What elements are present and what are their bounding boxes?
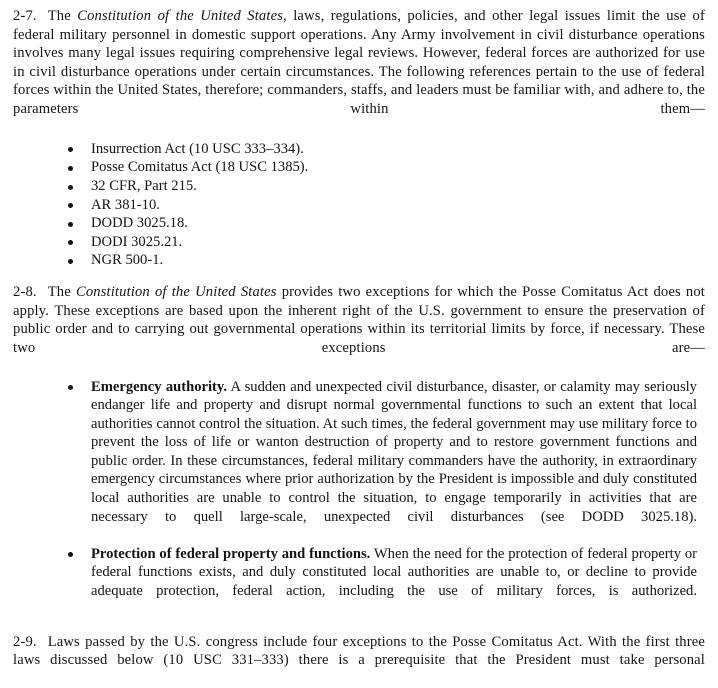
paragraph-2-9-text: Laws passed by the U.S. congress include four exceptions to the Posse Comitatus Act. With the first three laws discussed below (10 USC 331–333) there is a prerequisite that the President must take personal	[13, 633, 705, 669]
bullet-dot-icon	[68, 385, 73, 390]
reference-label: Insurrection Act (10 USC 333–334).	[91, 140, 304, 157]
reference-label: AR 381-10.	[91, 196, 160, 213]
paragraph-2-7	[13, 7, 705, 137]
reference-label: DODD 3025.18.	[91, 215, 188, 232]
paragraph-2-8-number: 2-8.	[13, 283, 37, 300]
paragraph-2-7-text-lead: The	[47, 8, 78, 24]
bullet-dot-icon	[68, 147, 73, 152]
paragraph-2-8	[13, 283, 705, 376]
reference-label: 32 CFR, Part 215.	[91, 178, 197, 195]
bullet-dot-icon	[68, 166, 73, 171]
paragraph-2-9	[13, 633, 705, 688]
exception-body: A sudden and unexpected civil disturbance, disaster, or calamity may seriously endanger life and property and disrupt normal governmental functions to such an extent that local authorities cannot control the situation. At such times, the federal government may use military force to prevent the loss of life or wanton destruction of property and to restore government functions and public order. In these circumstances, federal military commanders have the authority, in extraordinary emergency circumstances where prior authorization by the President is impossible and duly constituted local authorities are unable to control the situation, to engage temporarily in activities that are necessary to quell large-scale, unexpected civil disturbances (see DODD 3025.18).	[91, 378, 697, 525]
paragraph-2-7-number: 2-7.	[13, 8, 37, 24]
paragraph-2-9-number: 2-9.	[13, 633, 37, 650]
bullet-dot-icon	[68, 259, 73, 264]
list-item	[13, 214, 705, 233]
constitution-title-italic: Constitution of the United States	[77, 8, 284, 24]
page-content	[13, 7, 705, 688]
reference-label: NGR 500-1.	[91, 252, 164, 269]
list-item	[13, 196, 705, 215]
exception-lead-in: Emergency authority.	[91, 378, 228, 395]
bullet-dot-icon	[68, 240, 73, 245]
constitution-title-italic: Constitution of the United States	[75, 283, 277, 300]
list-item	[13, 177, 705, 196]
exception-body: When the need for the protection of federal property or federal functions exists, and duly constituted local authorities are unable to, or decline to provide adequate protection, federal action, including the use of military forces, is authorized.	[91, 545, 697, 599]
paragraph-2-7-text-body: , laws, regulations, policies, and other legal issues limit the use of federal military personnel in domestic support operations. Any Army involvement in civil disturbance operations involves many legal issues requiring comprehensive legal reviews. However, federal forces are authorized for use in civil disturbance operations under certain circumstances. The following references pertain to the use of federal forces within the United States, therefore; commanders, staffs, and leaders must be familiar with, and adhere to, the parameters within them—	[13, 8, 706, 117]
list-item	[13, 251, 705, 270]
bullet-dot-icon	[68, 222, 73, 227]
bullet-dot-icon	[68, 185, 73, 190]
paragraph-2-8-text-body: provides two exceptions for which the Posse Comitatus Act does not apply. These exceptions are based upon the inherent right of the U.S. government to ensure the preservation of public order and to carrying out governmental operations within its territorial limits by force, if necessary. These two exceptions are—	[13, 283, 706, 356]
exceptions-list	[13, 378, 705, 619]
list-item	[13, 545, 705, 619]
list-item	[13, 158, 705, 177]
list-item	[13, 233, 705, 252]
paragraph-2-8-text-lead: The	[47, 283, 76, 300]
reference-label: DODI 3025.21.	[91, 233, 183, 250]
reference-list	[13, 140, 705, 270]
bullet-dot-icon	[68, 203, 73, 208]
exception-lead-in: Protection of federal property and functions.	[91, 545, 371, 562]
bullet-dot-icon	[68, 552, 73, 557]
list-item	[13, 378, 705, 545]
list-item	[13, 140, 705, 159]
reference-label: Posse Comitatus Act (18 USC 1385).	[91, 159, 309, 176]
